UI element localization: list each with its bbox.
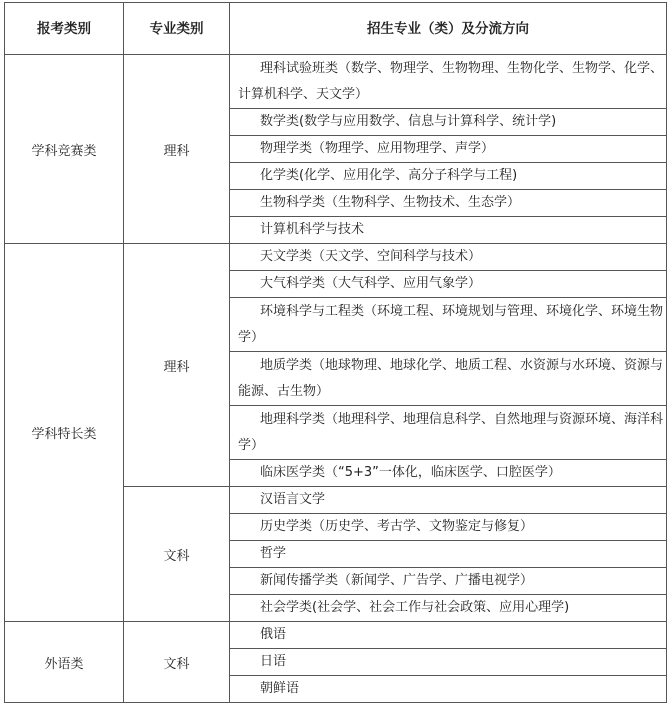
- subject-cell: 文科: [124, 622, 230, 703]
- header-category: 报考类别: [5, 3, 124, 55]
- major-cell: 汉语言文学: [230, 487, 667, 514]
- major-cell: 生物科学类（生物科学、生物技术、生态学）: [230, 190, 667, 217]
- admission-table: [4, 2, 667, 703]
- major-cell: 俄语: [230, 622, 667, 649]
- major-cell: 临床医学类（“5+3”一体化，临床医学、口腔医学）: [230, 460, 667, 487]
- table-row: [5, 244, 667, 271]
- major-cell: 理科试验班类（数学、物理学、生物物理、生物化学、生物学、化学、计算机科学、天文学）: [230, 55, 667, 109]
- header-majors: 招生专业（类）及分流方向: [230, 3, 667, 55]
- table-row: [5, 55, 667, 109]
- header-subject: 专业类别: [124, 3, 230, 55]
- major-cell: 朝鲜语: [230, 676, 667, 703]
- table-row: [5, 622, 667, 649]
- major-cell: 物理学类（物理学、应用物理学、声学）: [230, 136, 667, 163]
- major-cell: 新闻传播学类（新闻学、广告学、广播电视学）: [230, 568, 667, 595]
- major-cell: 化学类(化学、应用化学、高分子科学与工程): [230, 163, 667, 190]
- major-cell: 计算机科学与技术: [230, 217, 667, 244]
- major-cell: 环境科学与工程类（环境工程、环境规划与管理、环境化学、环境生物学）: [230, 298, 667, 352]
- major-cell: 日语: [230, 649, 667, 676]
- category-cell: 学科竞赛类: [5, 55, 124, 244]
- major-cell: 天文学类（天文学、空间科学与技术）: [230, 244, 667, 271]
- major-cell: 历史学类（历史学、考古学、文物鉴定与修复）: [230, 514, 667, 541]
- major-cell: 社会学类(社会学、社会工作与社会政策、应用心理学): [230, 595, 667, 622]
- major-cell: 地理科学类（地理科学、地理信息科学、自然地理与资源环境、海洋科学）: [230, 406, 667, 460]
- subject-cell: 理科: [124, 244, 230, 487]
- category-cell: 学科特长类: [5, 244, 124, 622]
- major-cell: 哲学: [230, 541, 667, 568]
- major-cell: 数学类(数学与应用数学、信息与计算科学、统计学): [230, 109, 667, 136]
- category-cell: 外语类: [5, 622, 124, 703]
- major-cell: 大气科学类（大气科学、应用气象学）: [230, 271, 667, 298]
- subject-cell: 理科: [124, 55, 230, 244]
- subject-cell: 文科: [124, 487, 230, 622]
- header-row: [5, 3, 667, 55]
- major-cell: 地质学类（地球物理、地球化学、地质工程、水资源与水环境、资源与能源、古生物）: [230, 352, 667, 406]
